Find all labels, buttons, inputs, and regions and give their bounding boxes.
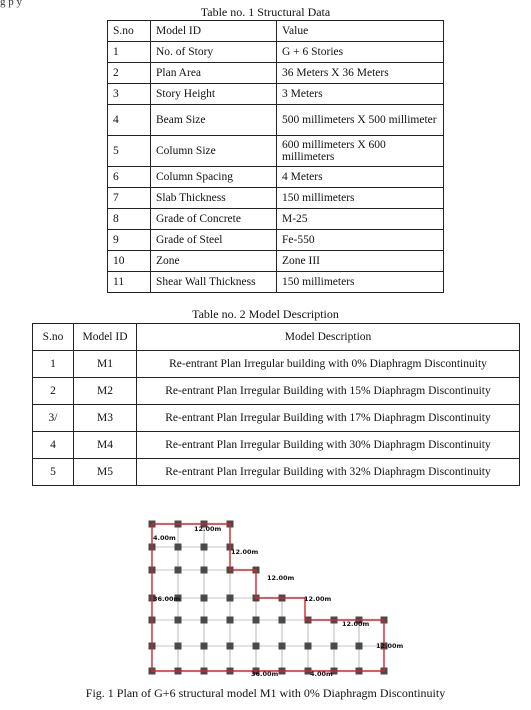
table-cell: M3	[74, 405, 137, 432]
label-step2-height: 12.00m	[304, 595, 332, 603]
table-cell: 4	[108, 105, 151, 136]
table-cell: 600 millimeters X 600 millimeters	[277, 136, 444, 167]
table-cell: Shear Wall Thickness	[151, 272, 277, 293]
table-cell: Zone	[151, 251, 277, 272]
label-top-spacing: 4.00m	[153, 534, 176, 542]
table-cell: Re-entrant Plan Irregular Building with 32% Diaphragm Discontinuity	[137, 459, 520, 486]
label-bottom-width: 36.00m	[251, 670, 279, 678]
table-cell: M-25	[277, 209, 444, 230]
table-row	[108, 209, 444, 230]
table-cell: M4	[74, 432, 137, 459]
table-row	[108, 230, 444, 251]
table-row	[108, 63, 444, 84]
column-marker	[279, 617, 286, 624]
column-marker	[201, 544, 208, 551]
label-bottom-spacing: 4.00m	[310, 670, 333, 678]
label-right-height: 12.00m	[376, 642, 404, 650]
table-cell: 500 millimeters X 500 millimeter	[277, 105, 444, 136]
column-marker	[356, 643, 363, 650]
table-row	[108, 188, 444, 209]
table-header-row	[33, 324, 520, 351]
structural-data-table	[107, 20, 444, 293]
table-cell: 1	[108, 42, 151, 63]
table-cell: Column Spacing	[151, 167, 277, 188]
table-cell: Plan Area	[151, 63, 277, 84]
table-cell: Re-entrant Plan Irregular Building with 15% Diaphragm Discontinuity	[137, 378, 520, 405]
column-header: Model ID	[151, 21, 277, 42]
table-cell: 4	[33, 432, 74, 459]
column-marker	[201, 643, 208, 650]
table-cell: No. of Story	[151, 42, 277, 63]
column-header: Model Description	[137, 324, 520, 351]
column-header: S.no	[108, 21, 151, 42]
table-row	[108, 84, 444, 105]
table-cell: 2	[108, 63, 151, 84]
table-row	[33, 432, 520, 459]
table-cell: Re-entrant Plan Irregular building with 0% Diaphragm Discontinuity	[137, 351, 520, 378]
column-marker	[253, 617, 260, 624]
table-cell: Beam Size	[151, 105, 277, 136]
column-header: Model ID	[74, 324, 137, 351]
table-row	[108, 167, 444, 188]
table-cell: 3/	[33, 405, 74, 432]
table-cell: Slab Thickness	[151, 188, 277, 209]
table-cell: 7	[108, 188, 151, 209]
table-cell: Re-entrant Plan Irregular Building with 30% Diaphragm Discontinuity	[137, 432, 520, 459]
column-marker	[305, 643, 312, 650]
structural-plan-figure	[148, 520, 404, 680]
label-step1: 12.00m	[231, 548, 259, 556]
table-cell: M2	[74, 378, 137, 405]
table-cell: 5	[33, 459, 74, 486]
table-cell: 9	[108, 230, 151, 251]
table-header-row	[108, 21, 444, 42]
column-marker	[175, 617, 182, 624]
column-marker	[175, 643, 182, 650]
table-cell: 3	[108, 84, 151, 105]
table-row	[33, 405, 520, 432]
column-marker	[227, 617, 234, 624]
column-header: S.no	[33, 324, 74, 351]
table-row	[108, 42, 444, 63]
table1-caption: Table no. 1 Structural Data	[200, 5, 331, 19]
table-cell: Fe-550	[277, 230, 444, 251]
table-cell: Grade of Steel	[151, 230, 277, 251]
table-cell: Column Size	[151, 136, 277, 167]
figure-caption: Fig. 1 Plan of G+6 structural model M1 with 0% Diaphragm Discontinuity	[85, 686, 446, 700]
table-row	[108, 105, 444, 136]
table-cell: Zone III	[277, 251, 444, 272]
table-cell: Grade of Concrete	[151, 209, 277, 230]
table-cell: 11	[108, 272, 151, 293]
label-step3-width: 12.00m	[342, 620, 370, 628]
table-cell: 6	[108, 167, 151, 188]
table-row	[108, 272, 444, 293]
column-marker	[331, 643, 338, 650]
column-marker	[201, 567, 208, 574]
table-cell: 10	[108, 251, 151, 272]
table-cell: Story Height	[151, 84, 277, 105]
table-row	[33, 459, 520, 486]
table-cell: Re-entrant Plan Irregular Building with 17% Diaphragm Discontinuity	[137, 405, 520, 432]
table-row	[33, 351, 520, 378]
table-cell: 4 Meters	[277, 167, 444, 188]
table-cell: M1	[74, 351, 137, 378]
column-header: Value	[277, 21, 444, 42]
column-marker	[175, 567, 182, 574]
plan-outline	[152, 524, 384, 671]
table-cell: 150 millimeters	[277, 272, 444, 293]
page-top-fragment: g p y	[0, 0, 22, 8]
label-left-height: 36.00m	[153, 595, 181, 603]
model-description-table	[32, 323, 520, 486]
column-marker	[253, 643, 260, 650]
table-cell: 1	[33, 351, 74, 378]
table-cell: 36 Meters X 36 Meters	[277, 63, 444, 84]
column-marker	[227, 643, 234, 650]
table2-caption: Table no. 2 Model Description	[192, 307, 339, 321]
table-cell: 150 millimeters	[277, 188, 444, 209]
table-cell: M5	[74, 459, 137, 486]
table-row	[33, 378, 520, 405]
column-marker	[175, 544, 182, 551]
label-top-width: 12.00m	[194, 525, 222, 533]
table-cell: 8	[108, 209, 151, 230]
table-cell: G + 6 Stories	[277, 42, 444, 63]
label-step2-width: 12.00m	[267, 574, 295, 582]
column-marker	[201, 595, 208, 602]
table-cell: 5	[108, 136, 151, 167]
column-marker	[201, 617, 208, 624]
table-row	[108, 136, 444, 167]
column-marker	[279, 643, 286, 650]
column-marker	[227, 595, 234, 602]
table-cell: 2	[33, 378, 74, 405]
table-cell: 3 Meters	[277, 84, 444, 105]
table-row	[108, 251, 444, 272]
